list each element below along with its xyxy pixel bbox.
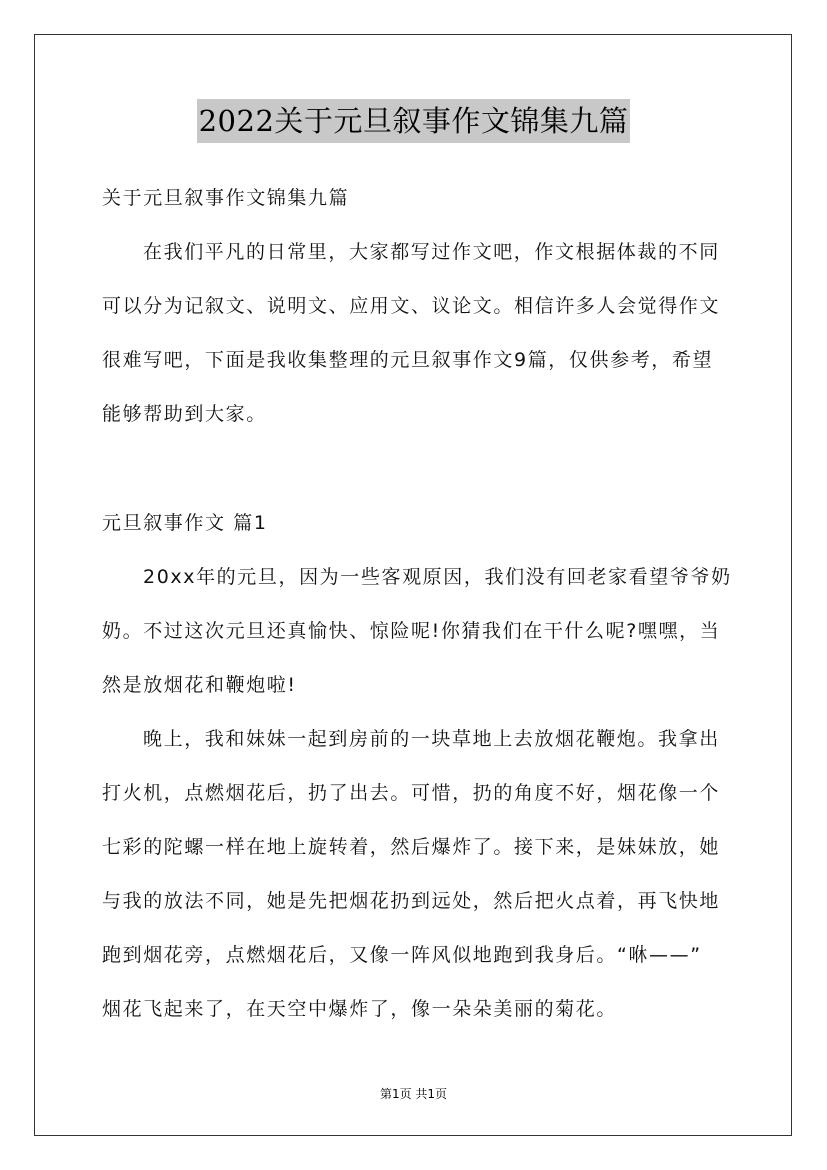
paragraph2-line: 七彩的陀螺一样在地上旋转着，然后爆炸了。接下来，是妹妹放，她: [102, 836, 721, 858]
title-container: [0, 99, 827, 143]
intro-line: 可以分为记叙文、说明文、应用文、议论文。相信许多人会觉得作文: [102, 295, 721, 317]
document-title: 2022关于元旦叙事作文锦集九篇: [197, 99, 631, 143]
paragraph1-line: 奶。不过这次元旦还真愉快、惊险呢!你猜我们在干什么呢?嘿嘿，当: [102, 620, 721, 642]
paragraph2-line: 打火机，点燃烟花后，扔了出去。可惜，扔的角度不好，烟花像一个: [102, 782, 721, 804]
paragraph1-line: 然是放烟花和鞭炮啦!: [102, 674, 297, 696]
intro-line: 能够帮助到大家。: [102, 403, 267, 425]
paragraph2-line: 晚上，我和妹妹一起到房前的一块草地上去放烟花鞭炮。我拿出: [143, 728, 720, 750]
intro-line: 在我们平凡的日常里，大家都写过作文吧，作文根据体裁的不同: [143, 241, 720, 263]
paragraph2-line: 与我的放法不同，她是先把烟花扔到远处，然后把火点着，再飞快地: [102, 890, 721, 912]
section-heading: 元旦叙事作文 篇1: [102, 512, 268, 534]
intro-line: 很难写吧，下面是我收集整理的元旦叙事作文9篇，仅供参考，希望: [102, 349, 714, 371]
subtitle: 关于元旦叙事作文锦集九篇: [102, 187, 350, 209]
paragraph1-line: 20xx年的元旦，因为一些客观原因，我们没有回老家看望爷爷奶: [143, 566, 732, 588]
page-footer: 第1页 共1页: [379, 1087, 448, 1101]
paragraph2-line: 跑到烟花旁，点燃烟花后，又像一阵风似地跑到我身后。“咻——”: [102, 944, 702, 966]
paragraph2-line: 烟花飞起来了，在天空中爆炸了，像一朵朵美丽的菊花。: [102, 998, 618, 1020]
